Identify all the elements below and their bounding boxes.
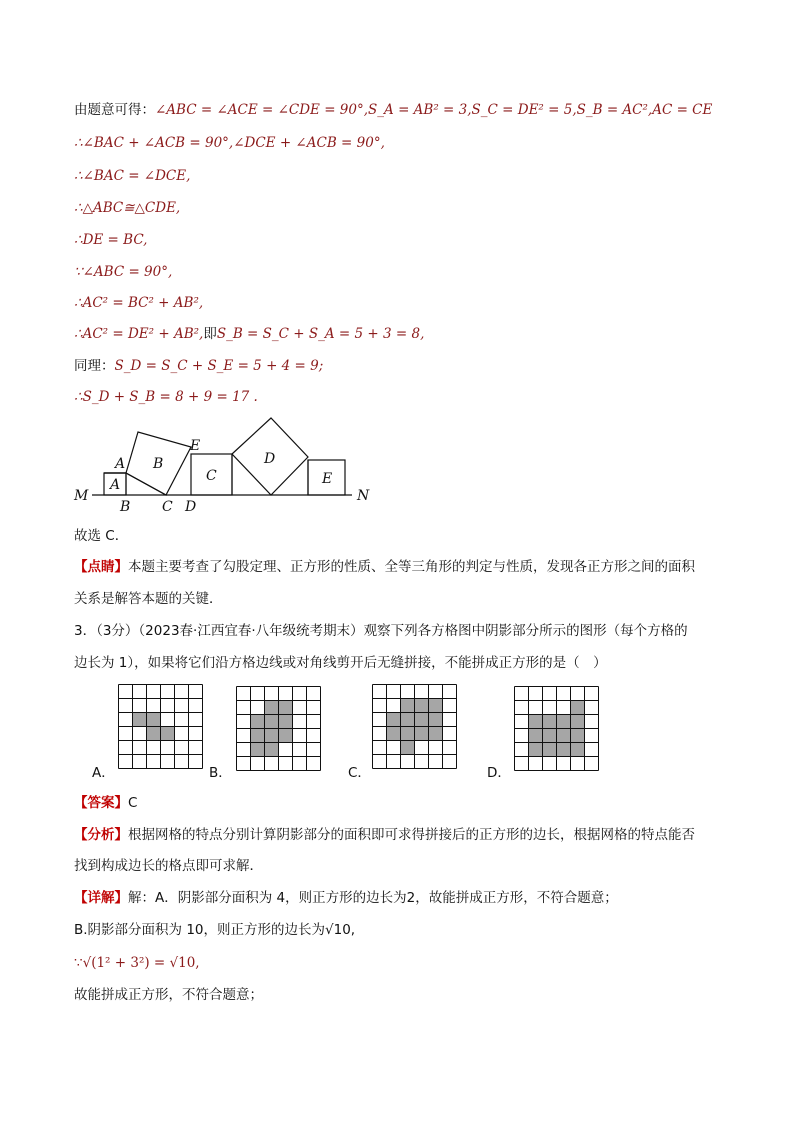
- solution-line-8: [74, 324, 424, 344]
- answer-line: [74, 793, 137, 813]
- label-c-point: C: [162, 499, 173, 515]
- dianjing-line-1: [74, 557, 695, 577]
- solution-line-7: ∴AC² = BC² + AB²,: [74, 295, 204, 311]
- question3-line-2: 边长为 1），如果将它们沿方格边线或对角线剪开后无缝拼接，不能拼成正方形的是（ ）: [74, 655, 607, 671]
- grid-c: [372, 684, 458, 770]
- line8-part-a: ∴AC² = DE² + AB²,: [74, 326, 204, 342]
- line9-part-a: 同理：: [74, 358, 115, 374]
- solution-line-9: [74, 356, 323, 376]
- dianjing-line-2: 关系是解答本题的关键．: [74, 591, 223, 607]
- answer-tag: 【答案】: [74, 795, 128, 811]
- analysis-line-1: [74, 825, 695, 845]
- solution-line-5: ∴DE = BC,: [74, 232, 148, 248]
- dianjing-text-1: 本题主要考查了勾股定理、正方形的性质、全等三角形的判定与性质，发现各正方形之间的面积: [128, 559, 695, 575]
- grid-b: [236, 686, 322, 772]
- solution-line-10: ∴S_D + S_B = 8 + 9 = 17 .: [74, 389, 258, 405]
- detail-tag: 【详解】: [74, 890, 128, 906]
- label-a: A: [115, 456, 126, 472]
- label-e-square: E: [322, 471, 333, 487]
- analysis-line-2: 找到构成边长的格点即可求解．: [74, 858, 263, 874]
- line8-part-c: S_B = S_C + S_A = 5 + 3 = 8,: [216, 326, 425, 342]
- label-b-point: B: [120, 499, 131, 515]
- squares-figure: [70, 412, 380, 518]
- choice-line: 故选 C．: [74, 528, 129, 544]
- label-e-point: E: [190, 438, 201, 454]
- label-n: N: [357, 488, 370, 504]
- dianjing-tag: 【点睛】: [74, 559, 128, 575]
- analysis-text-1: 根据网格的特点分别计算阴影部分的面积即可求得拼接后的正方形的边长，根据网格的特点能否: [128, 827, 695, 843]
- option-b-label: B．: [209, 765, 232, 781]
- option-a-label: A．: [92, 765, 115, 781]
- given-prefix: 由题意可得：: [74, 102, 155, 118]
- solution-line-6: ∵∠ABC = 90°,: [74, 264, 173, 280]
- option-d-label: D．: [487, 765, 511, 781]
- grid-a: [118, 684, 204, 770]
- grid-d: [514, 686, 600, 772]
- detail-line-2: B.阴影部分面积为 10，则正方形的边长为√10,: [74, 922, 356, 938]
- label-b-square: B: [153, 456, 164, 472]
- label-a-inner: A: [110, 477, 121, 493]
- analysis-tag: 【分析】: [74, 827, 128, 843]
- detail-text-1: 解：A．阴影部分面积为 4，则正方形的边长为2，故能拼成正方形，不符合题意；: [128, 890, 618, 906]
- solution-line-1: [74, 100, 712, 120]
- solution-line-4: ∴△ABC≅△CDE,: [74, 200, 181, 216]
- label-c-square: C: [206, 468, 217, 484]
- option-c-label: C．: [348, 765, 371, 781]
- label-d-point: D: [185, 499, 197, 515]
- answer-value: C: [128, 795, 138, 811]
- line8-part-b: 即: [203, 326, 217, 342]
- detail-line-4: 故能拼成正方形，不符合题意；: [74, 987, 263, 1003]
- detail-line-1: [74, 888, 618, 908]
- question3-line-1: 3．（3分）（2023春·江西宜春·八年级统考期末）观察下列各方格图中阴影部分所示的图形（每个方格的: [74, 623, 688, 639]
- solution-line-3: ∴∠BAC = ∠DCE,: [74, 168, 191, 184]
- given-math: ∠ABC = ∠ACE = ∠CDE = 90°,S_A = AB² = 3,S_C = DE² = 5,S_B = AC²,AC = CE: [155, 102, 713, 118]
- line9-part-b: S_D = S_C + S_E = 5 + 4 = 9;: [114, 358, 324, 374]
- label-m: M: [74, 488, 89, 504]
- solution-line-2: ∴∠BAC + ∠ACB = 90°,∠DCE + ∠ACB = 90°,: [74, 135, 385, 151]
- detail-line-3: ∵√(1² + 3²) = √10,: [74, 955, 200, 971]
- label-d-square: D: [264, 451, 276, 467]
